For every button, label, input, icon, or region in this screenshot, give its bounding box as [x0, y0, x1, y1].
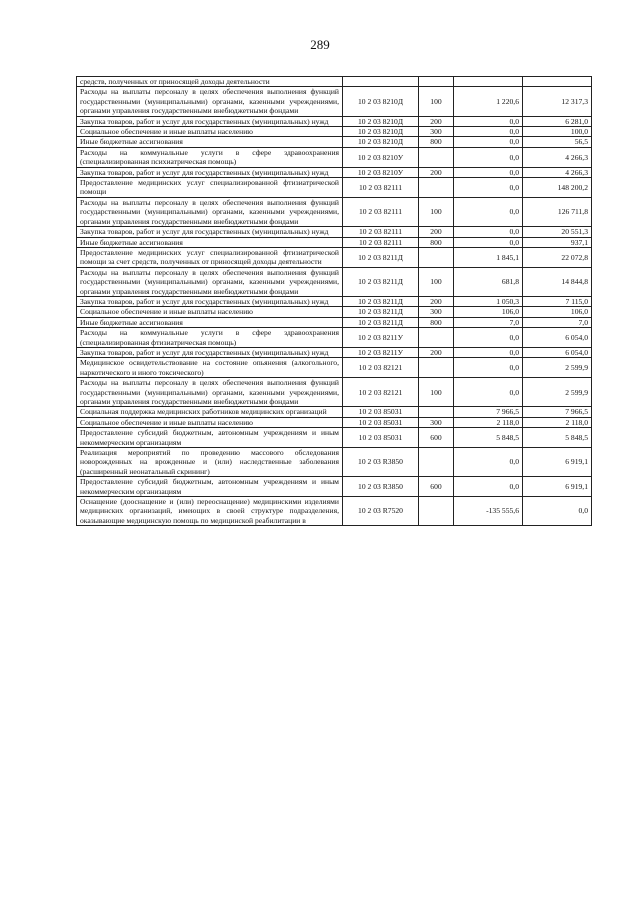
row-amount-total: 2 599,9: [523, 378, 592, 407]
row-target-code: [343, 77, 419, 87]
table-row: [77, 127, 592, 137]
row-target-code: 10 2 03 82111: [343, 237, 419, 247]
table-row: [77, 497, 592, 526]
row-target-code: 10 2 03 R3850: [343, 477, 419, 497]
row-target-code: 10 2 03 82121: [343, 378, 419, 407]
row-description: Закупка товаров, работ и услуг для государственных (муниципальных) нужд: [77, 347, 343, 357]
row-amount-change: 0,0: [454, 167, 523, 177]
row-amount-change: 0,0: [454, 378, 523, 407]
budget-table: [76, 76, 592, 526]
table-row: [77, 147, 592, 167]
row-amount-change: [454, 77, 523, 87]
row-amount-change: 0,0: [454, 197, 523, 226]
row-amount-change: 5 848,5: [454, 428, 523, 448]
row-amount-change: 0,0: [454, 178, 523, 198]
row-target-code: 10 2 03 8210Д: [343, 116, 419, 126]
row-description: Расходы на коммунальные услуги в сфере здравоохранения (специализированная психиатрическая помощь): [77, 147, 343, 167]
table-row: [77, 307, 592, 317]
row-amount-change: 7,0: [454, 317, 523, 327]
table-row: [77, 317, 592, 327]
row-expense-type: [419, 448, 454, 477]
row-target-code: 10 2 03 85031: [343, 407, 419, 417]
budget-table-body: [77, 77, 592, 526]
row-target-code: 10 2 03 82111: [343, 227, 419, 237]
row-amount-total: 56,5: [523, 137, 592, 147]
row-amount-total: 14 844,8: [523, 267, 592, 296]
row-description: Социальное обеспечение и иные выплаты населению: [77, 417, 343, 427]
row-description: Расходы на выплаты персоналу в целях обеспечения выполнения функций государственными (муниципальными) органами, казенными учреждениями, органами управления государственными внебюджетными фондами: [77, 267, 343, 296]
table-row: [77, 116, 592, 126]
table-row: [77, 137, 592, 147]
row-expense-type: 100: [419, 87, 454, 116]
table-row: [77, 407, 592, 417]
row-amount-total: [523, 77, 592, 87]
row-amount-total: 100,0: [523, 127, 592, 137]
row-target-code: 10 2 03 85031: [343, 428, 419, 448]
row-expense-type: 300: [419, 307, 454, 317]
row-amount-total: 126 711,8: [523, 197, 592, 226]
row-amount-total: 2 599,9: [523, 358, 592, 378]
row-expense-type: 100: [419, 197, 454, 226]
row-description: Расходы на выплаты персоналу в целях обеспечения выполнения функций государственными (муниципальными) органами, казенными учреждениями, органами управления государственными внебюджетными фондами: [77, 378, 343, 407]
row-amount-total: 7,0: [523, 317, 592, 327]
row-amount-total: 2 118,0: [523, 417, 592, 427]
row-target-code: 10 2 03 82111: [343, 197, 419, 226]
row-amount-change: 0,0: [454, 237, 523, 247]
table-row: [77, 428, 592, 448]
row-description: Закупка товаров, работ и услуг для государственных (муниципальных) нужд: [77, 116, 343, 126]
row-description: Закупка товаров, работ и услуг для государственных (муниципальных) нужд: [77, 167, 343, 177]
row-amount-change: 0,0: [454, 137, 523, 147]
row-expense-type: 200: [419, 347, 454, 357]
row-description: Реализация мероприятий по проведению массового обследования новорожденных на врожденные и (или) наследственные заболевания (расширенный неонатальный скрининг): [77, 448, 343, 477]
row-description: Предоставление медицинских услуг специализированной фтизиатрической помощи: [77, 178, 343, 198]
row-amount-change: 0,0: [454, 477, 523, 497]
row-expense-type: [419, 247, 454, 267]
row-amount-change: 2 118,0: [454, 417, 523, 427]
row-expense-type: 800: [419, 317, 454, 327]
row-amount-change: 0,0: [454, 227, 523, 237]
table-row: [77, 227, 592, 237]
row-description: Социальная поддержка медицинских работников медицинских организаций: [77, 407, 343, 417]
row-description: Расходы на выплаты персоналу в целях обеспечения выполнения функций государственными (муниципальными) органами, казенными учреждениями, органами управления государственными внебюджетными фондами: [77, 197, 343, 226]
table-row: [77, 347, 592, 357]
row-expense-type: 100: [419, 267, 454, 296]
row-amount-change: 0,0: [454, 147, 523, 167]
row-target-code: 10 2 03 8210Д: [343, 137, 419, 147]
row-expense-type: [419, 358, 454, 378]
row-expense-type: 200: [419, 167, 454, 177]
table-row: [77, 247, 592, 267]
row-target-code: 10 2 03 R3850: [343, 448, 419, 477]
row-target-code: 10 2 03 82111: [343, 178, 419, 198]
row-expense-type: [419, 77, 454, 87]
row-description: Закупка товаров, работ и услуг для государственных (муниципальных) нужд: [77, 227, 343, 237]
row-amount-total: 106,0: [523, 307, 592, 317]
page-number: 289: [310, 37, 330, 52]
row-target-code: 10 2 03 8211Д: [343, 267, 419, 296]
row-target-code: 10 2 03 8211У: [343, 328, 419, 348]
row-amount-change: 0,0: [454, 358, 523, 378]
table-row: [77, 267, 592, 296]
row-amount-total: 6 054,0: [523, 347, 592, 357]
table-row: [77, 237, 592, 247]
row-expense-type: [419, 497, 454, 526]
table-row: [77, 378, 592, 407]
row-amount-change: 0,0: [454, 448, 523, 477]
row-amount-change: 0,0: [454, 328, 523, 348]
row-amount-change: -135 555,6: [454, 497, 523, 526]
table-row: [77, 417, 592, 427]
row-amount-total: 7 115,0: [523, 296, 592, 306]
table-row: [77, 87, 592, 116]
row-description: Социальное обеспечение и иные выплаты населению: [77, 307, 343, 317]
row-expense-type: 100: [419, 378, 454, 407]
row-expense-type: 600: [419, 428, 454, 448]
table-row: [77, 358, 592, 378]
row-description: Оснащение (дооснащение и (или) переоснащение) медицинскими изделиями медицинских организаций, имеющих в своей структуре подразделения, оказывающие медицинскую помощь по медицинской реабилитации в: [77, 497, 343, 526]
row-amount-total: 4 266,3: [523, 147, 592, 167]
row-amount-change: 0,0: [454, 347, 523, 357]
row-amount-change: 7 966,5: [454, 407, 523, 417]
table-row: [77, 197, 592, 226]
table-row: [77, 296, 592, 306]
row-description: Расходы на выплаты персоналу в целях обеспечения выполнения функций государственными (муниципальными) органами, казенными учреждениями, органами управления государственными внебюджетными фондами: [77, 87, 343, 116]
row-amount-change: 1 050,3: [454, 296, 523, 306]
row-amount-change: 106,0: [454, 307, 523, 317]
row-amount-total: 6 919,1: [523, 477, 592, 497]
row-amount-total: 5 848,5: [523, 428, 592, 448]
row-target-code: 10 2 03 R7520: [343, 497, 419, 526]
row-target-code: 10 2 03 8211Д: [343, 296, 419, 306]
row-description: Предоставление медицинских услуг специализированной фтизиатрической помощи за счет средств, полученных от приносящей доходы деятельности: [77, 247, 343, 267]
row-amount-change: 1 845,1: [454, 247, 523, 267]
row-amount-total: 148 200,2: [523, 178, 592, 198]
row-target-code: 10 2 03 8210У: [343, 167, 419, 177]
row-amount-total: 20 551,3: [523, 227, 592, 237]
row-target-code: 10 2 03 8210Д: [343, 87, 419, 116]
row-expense-type: 200: [419, 227, 454, 237]
table-row: [77, 328, 592, 348]
row-target-code: 10 2 03 8210У: [343, 147, 419, 167]
row-description: Иные бюджетные ассигнования: [77, 237, 343, 247]
row-expense-type: [419, 328, 454, 348]
row-expense-type: [419, 407, 454, 417]
row-amount-total: 6 919,1: [523, 448, 592, 477]
row-expense-type: 800: [419, 137, 454, 147]
row-amount-change: 681,8: [454, 267, 523, 296]
row-expense-type: 300: [419, 127, 454, 137]
row-expense-type: 200: [419, 116, 454, 126]
row-amount-total: 0,0: [523, 497, 592, 526]
row-expense-type: [419, 178, 454, 198]
row-target-code: 10 2 03 8211Д: [343, 317, 419, 327]
row-target-code: 10 2 03 82121: [343, 358, 419, 378]
row-description: Расходы на коммунальные услуги в сфере здравоохранения (специализированная фтизиатрическая помощь): [77, 328, 343, 348]
row-amount-total: 22 072,8: [523, 247, 592, 267]
row-amount-total: 937,1: [523, 237, 592, 247]
row-description: Предоставление субсидий бюджетным, автономным учреждениям и иным некоммерческим организациям: [77, 477, 343, 497]
row-target-code: 10 2 03 8211Д: [343, 307, 419, 317]
row-amount-total: 7 966,5: [523, 407, 592, 417]
row-description: Медицинское освидетельствование на состояние опьянения (алкогольного, наркотического и иного токсического): [77, 358, 343, 378]
row-description: Иные бюджетные ассигнования: [77, 317, 343, 327]
row-amount-total: 4 266,3: [523, 167, 592, 177]
table-row: [77, 178, 592, 198]
table-row: [77, 448, 592, 477]
row-description: средств, полученных от приносящей доходы деятельности: [77, 77, 343, 87]
row-expense-type: 200: [419, 296, 454, 306]
row-description: Иные бюджетные ассигнования: [77, 137, 343, 147]
row-amount-total: 12 317,3: [523, 87, 592, 116]
row-amount-total: 6 054,0: [523, 328, 592, 348]
row-amount-change: 0,0: [454, 116, 523, 126]
row-amount-change: 1 220,6: [454, 87, 523, 116]
table-row: [77, 477, 592, 497]
row-description: Предоставление субсидий бюджетным, автономным учреждениям и иным некоммерческим организациям: [77, 428, 343, 448]
row-expense-type: 300: [419, 417, 454, 427]
table-row: [77, 77, 592, 87]
table-row: [77, 167, 592, 177]
row-target-code: 10 2 03 8211У: [343, 347, 419, 357]
row-amount-total: 6 281,0: [523, 116, 592, 126]
row-expense-type: 800: [419, 237, 454, 247]
row-target-code: 10 2 03 8210Д: [343, 127, 419, 137]
row-description: Социальное обеспечение и иные выплаты населению: [77, 127, 343, 137]
row-target-code: 10 2 03 8211Д: [343, 247, 419, 267]
row-description: Закупка товаров, работ и услуг для государственных (муниципальных) нужд: [77, 296, 343, 306]
row-expense-type: 600: [419, 477, 454, 497]
row-target-code: 10 2 03 85031: [343, 417, 419, 427]
row-amount-change: 0,0: [454, 127, 523, 137]
row-expense-type: [419, 147, 454, 167]
